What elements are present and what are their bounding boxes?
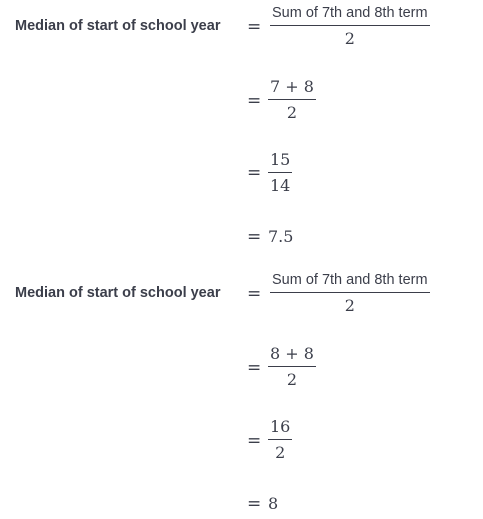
fraction-denominator: 14 — [270, 176, 291, 196]
fraction-7-plus-8 — [268, 78, 316, 123]
fraction-numerator: 16 — [270, 417, 291, 436]
fraction-sum-terms-2 — [270, 272, 430, 315]
fraction-bar — [270, 292, 430, 293]
fraction-numerator: Sum of 7th and 8th term — [272, 5, 428, 21]
fraction-numerator: 8 + 8 — [270, 344, 314, 363]
fraction-numerator: Sum of 7th and 8th term — [272, 272, 428, 288]
equals-sign: = — [247, 284, 262, 304]
fraction-bar — [270, 25, 430, 26]
fraction-15-over-14 — [268, 151, 292, 196]
fraction-sum-terms-1 — [270, 5, 430, 48]
median-label-2: Median of start of school year — [15, 285, 221, 301]
fraction-bar — [268, 439, 292, 440]
fraction-denominator: 2 — [286, 103, 298, 123]
fraction-denominator: 2 — [286, 370, 298, 390]
equals-sign: = — [247, 494, 262, 514]
fraction-numerator: 7 + 8 — [270, 77, 314, 96]
equals-sign: = — [247, 17, 262, 37]
equals-sign: = — [247, 358, 262, 378]
fraction-bar — [268, 172, 292, 173]
fraction-16-over-2 — [268, 418, 292, 463]
fraction-bar — [268, 366, 316, 367]
fraction-denominator: 2 — [275, 443, 286, 463]
result-value-1: 7.5 — [268, 227, 294, 246]
equals-sign: = — [247, 163, 262, 183]
equals-sign: = — [247, 227, 262, 247]
median-label-1: Median of start of school year — [15, 18, 221, 34]
fraction-8-plus-8 — [268, 345, 316, 390]
fraction-bar — [268, 99, 316, 100]
fraction-denominator: 2 — [344, 28, 355, 48]
fraction-numerator: 15 — [270, 150, 291, 169]
equals-sign: = — [247, 91, 262, 111]
fraction-denominator: 2 — [344, 295, 355, 315]
result-value-2: 8 — [268, 494, 279, 513]
equals-sign: = — [247, 431, 262, 451]
